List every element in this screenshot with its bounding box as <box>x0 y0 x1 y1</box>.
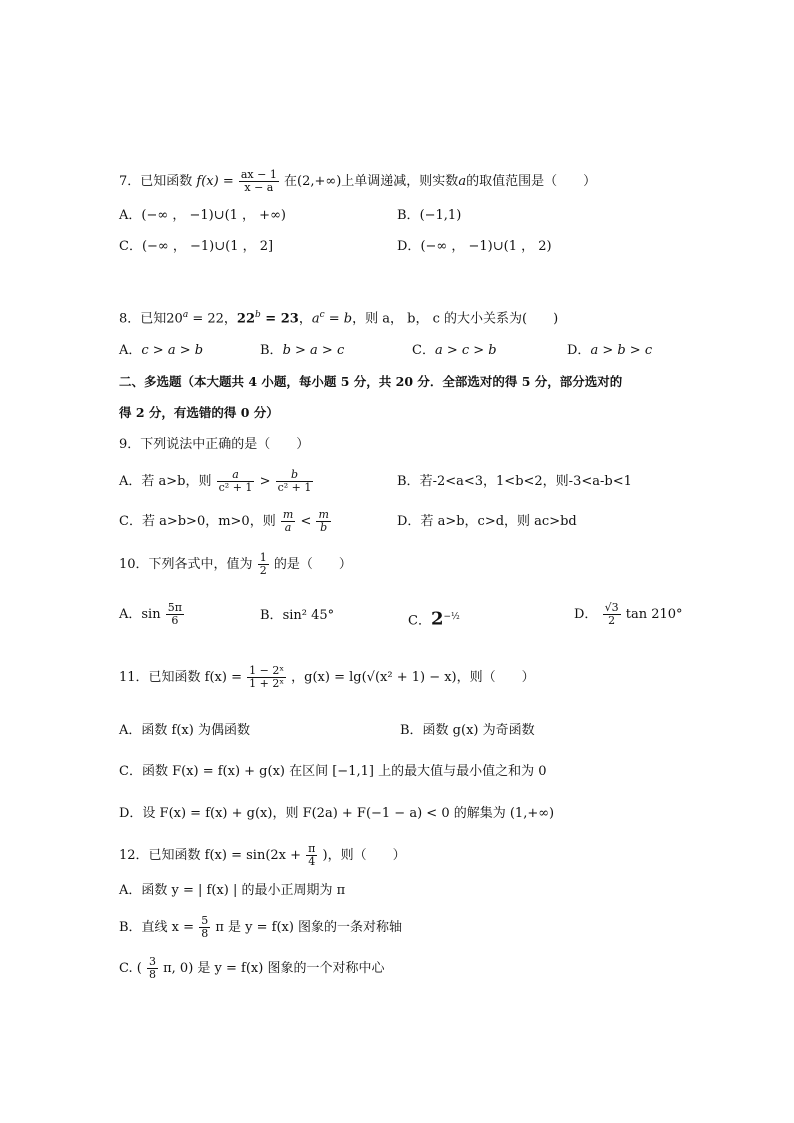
q11-option-b[interactable]: B．函数 g(x) 为奇函数 <box>400 723 535 738</box>
frac-den: 8 <box>148 968 156 981</box>
frac-num: m <box>282 508 294 521</box>
option-label: B． <box>260 343 283 358</box>
q7-option-b[interactable] <box>397 206 461 226</box>
option-label: D． <box>574 607 598 622</box>
option-label: C． <box>119 239 142 254</box>
q10-option-b[interactable] <box>260 606 334 626</box>
frac-den: b <box>320 521 328 534</box>
q9-option-c[interactable] <box>119 508 332 536</box>
q8-option-a[interactable] <box>119 341 203 361</box>
frac-den: 8 <box>201 927 209 940</box>
q9-a-frac1 <box>217 469 255 494</box>
q12-c-pre: C. ( <box>119 961 142 976</box>
q9-c-frac1 <box>281 509 295 534</box>
q10-option-a[interactable] <box>119 600 185 630</box>
q12-suffix: )，则（ ） <box>322 848 406 863</box>
frac-num: 3 <box>148 955 156 968</box>
q11-option-a[interactable]: A．函数 f(x) 为偶函数 <box>119 723 250 738</box>
q12-b-frac <box>199 915 210 940</box>
frac-den: 2 <box>608 614 616 627</box>
q8-c2-exp: b <box>255 310 261 320</box>
option-text: (−∞ ， −1)∪(1 ， 2) <box>420 239 552 254</box>
q10-c-exp: −½ <box>443 612 460 622</box>
frac-num: 5π <box>167 601 182 614</box>
q10-d-frac <box>603 602 621 627</box>
q9-c-op: < <box>300 514 312 529</box>
q12-b-pre: B．直线 x = <box>119 920 195 935</box>
frac-den: c² + 1 <box>277 481 312 494</box>
option-text: c > a > b <box>141 343 204 358</box>
q7-option-d[interactable] <box>397 237 552 257</box>
frac-num: 5 <box>201 914 209 927</box>
q7-option-a[interactable] <box>119 206 286 226</box>
q8-suffix: ，则 a， b， c 的大小关系为( ) <box>352 311 559 327</box>
frac-den: a <box>284 521 292 534</box>
option-text: 若 a>b，c>d，则 ac>bd <box>420 514 577 529</box>
q7-interval: (2,+∞) <box>297 174 342 189</box>
q11-g-text: ，g(x) = lg(√(x² + 1) − x)，则（ ） <box>291 670 535 685</box>
q9-option-a[interactable] <box>119 468 314 496</box>
q11-option-c[interactable]: C．函数 F(x) = f(x) + g(x) 在区间 [−1,1] 上的最大值与最小值之和为 0 <box>119 764 547 779</box>
q8-prefix: 8．已知 <box>119 311 167 327</box>
section-2-header-line2: 得 2 分，有选错的得 0 分） <box>119 405 279 420</box>
q7-suffix: 上单调递减，则实数 <box>341 174 459 189</box>
frac-num: √3 <box>604 601 619 614</box>
q7-prefix: 7．已知函数 <box>119 174 193 189</box>
q10-a-fn: sin <box>141 607 161 622</box>
frac-num: 1 <box>259 551 267 564</box>
q9-option-d[interactable] <box>397 512 577 532</box>
q7-option-c[interactable] <box>119 237 273 257</box>
q7-mid: 在 <box>284 174 298 189</box>
q9-a-op: > <box>259 474 271 489</box>
q8-c2-rest: = 23 <box>260 311 299 327</box>
option-label: C． <box>119 514 142 529</box>
option-text: a > c > b <box>434 343 497 358</box>
option-text: sin² 45° <box>282 608 335 623</box>
frac-num: 1 − 2ˣ <box>249 664 285 677</box>
option-label: B． <box>260 608 283 623</box>
q9-option-b[interactable] <box>397 472 632 492</box>
frac-num: m <box>318 508 329 521</box>
q7-frac-den: x − a <box>244 181 274 194</box>
q8-option-c[interactable] <box>412 341 497 361</box>
question-11-stem <box>119 663 535 693</box>
q10-c-base: 2 <box>430 608 444 630</box>
q7-var: a <box>458 174 467 189</box>
q8-sep: ， <box>298 311 312 327</box>
q10-half-frac <box>258 552 269 577</box>
question-10-stem <box>119 551 352 579</box>
question-9-stem: 9．下列说法中正确的是（ ） <box>119 437 310 452</box>
q8-option-d[interactable] <box>567 341 652 361</box>
q12-option-c[interactable] <box>119 955 384 983</box>
frac-num: π <box>308 842 316 855</box>
q8-c3-base: a <box>311 311 320 327</box>
q8-c2-base: 22 <box>236 311 255 327</box>
option-label: A． <box>119 607 142 622</box>
section-2-header-line1: 二、多选题（本大题共 4 小题，每小题 5 分，共 20 分．全部选对的得 5 分，部分选对的 <box>119 374 623 389</box>
q8-c1-rest: = 22， <box>188 311 237 327</box>
option-label: B． <box>397 474 420 489</box>
q12-option-a[interactable]: A．函数 y = | f(x) | 的最小正周期为 π <box>119 883 346 898</box>
q12-option-b[interactable] <box>119 914 402 942</box>
option-label: A． <box>119 474 142 489</box>
q11-f-frac <box>247 665 286 690</box>
option-text: (−∞ ， −1)∪(1 ， +∞) <box>141 208 286 223</box>
frac-num: a <box>232 468 239 481</box>
q9-c-pre: 若 a>b>0，m>0，则 <box>141 514 276 529</box>
option-label: D． <box>567 343 591 358</box>
q12-c-frac <box>147 956 158 981</box>
q10-d-rest: tan 210° <box>625 607 683 622</box>
option-text: a > b > c <box>590 343 653 358</box>
question-8-stem <box>119 305 558 329</box>
q10-a-frac <box>166 602 184 627</box>
option-label: C． <box>408 613 431 629</box>
option-label: A． <box>119 208 142 223</box>
q12-b-suf: π 是 y = f(x) 图象的一条对称轴 <box>215 920 403 935</box>
option-label: A． <box>119 343 142 358</box>
question-12-stem <box>119 841 406 871</box>
option-text: b > a > c <box>282 343 345 358</box>
option-label: D． <box>397 514 421 529</box>
question-7-stem <box>119 169 596 194</box>
q8-c3-exp: c <box>319 310 325 320</box>
q10-suffix: 的是（ ） <box>273 557 352 572</box>
q10-prefix: 10．下列各式中，值为 <box>119 557 253 572</box>
q8-c1-base: 20 <box>166 311 183 327</box>
option-label: D． <box>397 239 421 254</box>
q8-option-b[interactable] <box>260 341 344 361</box>
frac-num: b <box>290 468 299 481</box>
option-text: (−1,1) <box>419 208 462 223</box>
frac-den: 6 <box>171 614 179 627</box>
q10-option-c[interactable] <box>408 604 460 634</box>
q12-prefix: 12．已知函数 f(x) = sin(2x + <box>119 848 302 863</box>
q8-c1-exp: a <box>182 310 189 320</box>
option-text: (−∞ ， −1)∪(1 ， 2] <box>141 239 274 254</box>
q9-c-frac2 <box>316 509 330 534</box>
frac-den: 4 <box>308 855 316 868</box>
frac-den: 2 <box>259 564 267 577</box>
q12-pi-frac <box>306 843 317 868</box>
q11-prefix: 11．已知函数 f(x) = <box>119 670 242 685</box>
q10-option-d[interactable] <box>574 600 683 630</box>
option-text: 若-2<a<3，1<b<2，则-3<a-b<1 <box>419 474 632 489</box>
q7-end: 的取值范围是（ ） <box>466 174 597 189</box>
q11-option-d[interactable]: D．设 F(x) = f(x) + g(x)，则 F(2a) + F(−1 − a) < 0 的解集为 (1,+∞) <box>119 806 555 821</box>
frac-den: 1 + 2ˣ <box>249 677 285 690</box>
q7-fraction <box>239 169 279 194</box>
q7-fx: f(x) = <box>196 174 234 189</box>
q9-a-pre: 若 a>b，则 <box>141 474 212 489</box>
frac-den: c² + 1 <box>218 481 253 494</box>
option-label: B． <box>397 208 420 223</box>
q8-c3-rest: = b <box>324 311 353 327</box>
option-label: C． <box>412 343 435 358</box>
q12-c-suf: π, 0) 是 y = f(x) 图象的一个对称中心 <box>163 961 385 976</box>
q7-frac-num: ax − 1 <box>240 168 277 181</box>
q9-a-frac2 <box>276 469 314 494</box>
